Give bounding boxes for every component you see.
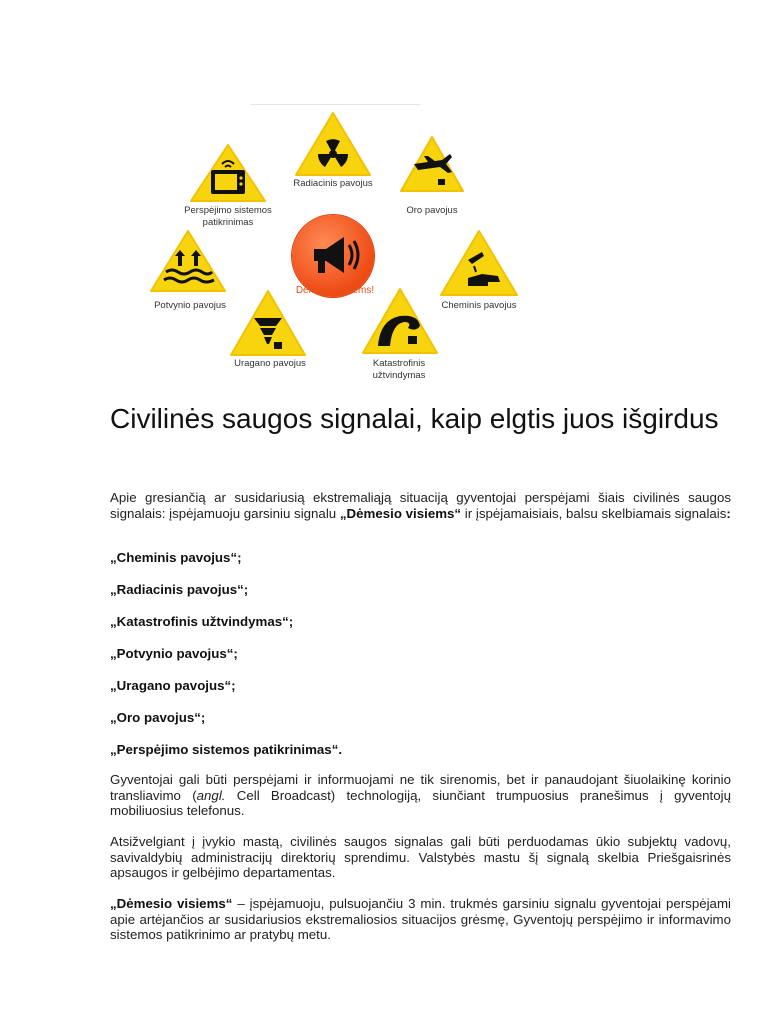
paragraph-italic: angl. xyxy=(196,787,226,803)
attention-signal-name: „Dėmesio visiems“ xyxy=(110,896,233,911)
attention-signal-paragraph xyxy=(110,896,731,943)
signal-item: „Cheminis pavojus“; xyxy=(110,550,242,565)
civil-signals-illustration xyxy=(140,100,540,390)
signal-item: „Potvynio pavojus“; xyxy=(110,646,238,661)
air-label: Oro pavojus xyxy=(406,205,458,216)
cell-broadcast-paragraph xyxy=(110,772,731,819)
intro-signal-name: „Dėmesio visiems“ xyxy=(339,505,462,521)
signal-item: „Uragano pavojus“; xyxy=(110,678,236,693)
paragraph-text: Gyventojai gali būti perspėjami ir informuojami ne tik sirenomis, bet ir panaudojant šiuolaikinę korinio transliavimo ( xyxy=(110,772,731,803)
center-alert-label: Dėmesio visiems! xyxy=(295,285,375,296)
authority-paragraph: Atsižvelgiant į įvykio mastą, civilinės saugos signalas gali būti perduodamas ūkio subjektų vadovų, savivaldybių administracijų direktorių sprendimu. Valstybės mastu šį signalą skelbia Priešgaisrinės apsaugos ir gelbėjimo departamentas. xyxy=(110,834,731,880)
intro-text-end: ir įspėjamaisiais, balsu skelbiamais signalais xyxy=(461,505,727,521)
flood-warning-sign xyxy=(148,228,228,294)
hurricane-warning-sign xyxy=(228,288,308,358)
signal-item: „Katastrofinis užtvindymas“; xyxy=(110,614,294,629)
flood-label: Potvynio pavojus xyxy=(154,300,226,311)
radiation-label: Radiacinis pavojus xyxy=(293,178,373,189)
radiation-warning-sign xyxy=(293,110,373,178)
hurricane-label: Uragano pavojus xyxy=(234,358,306,369)
page-title: Civilinės saugos signalai, kaip elgtis juos išgirdus xyxy=(110,403,719,434)
system-check-warning-sign xyxy=(188,142,268,204)
catastrophic-flood-warning-sign xyxy=(360,286,440,356)
paragraph-text: – įspėjamuoju, pulsuojančiu 3 min. trukmės garsiniu signalu gyventojai perspėjami apie artėjančios ar susidariusios ekstremaliosios situacijos grėsmę, Gyventojų perspėjimo ir informavimo sistemos patikrinimo ar pratybų metu. xyxy=(110,896,731,942)
divider xyxy=(250,104,420,105)
air-warning-sign xyxy=(398,134,466,194)
system-check-label: Perspėjimo sistemos patikrinimas xyxy=(184,205,272,228)
intro-colon: : xyxy=(726,505,731,521)
signal-item: „Oro pavojus“; xyxy=(110,710,206,725)
intro-text: Apie gresiančią ar susidariusią ekstremaliąją situaciją gyventojai perspėjami šiais civilinės saugos signalais: įspėjamuoju garsiniu signalu xyxy=(110,490,731,521)
catastrophic-flood-label: Katastrofinis užtvindymas xyxy=(372,358,426,381)
signal-item: „Radiacinis pavojus“; xyxy=(110,582,249,597)
paragraph-text-end: Cell Broadcast) technologiją, siunčiant trumpuosius pranešimus į gyventojų mobiliuosius telefonus. xyxy=(110,787,732,818)
signal-item: „Perspėjimo sistemos patikrinimas“. xyxy=(110,742,343,757)
chemical-label: Cheminis pavojus xyxy=(441,300,517,311)
chemical-warning-sign xyxy=(438,228,520,298)
intro-paragraph xyxy=(110,490,731,521)
